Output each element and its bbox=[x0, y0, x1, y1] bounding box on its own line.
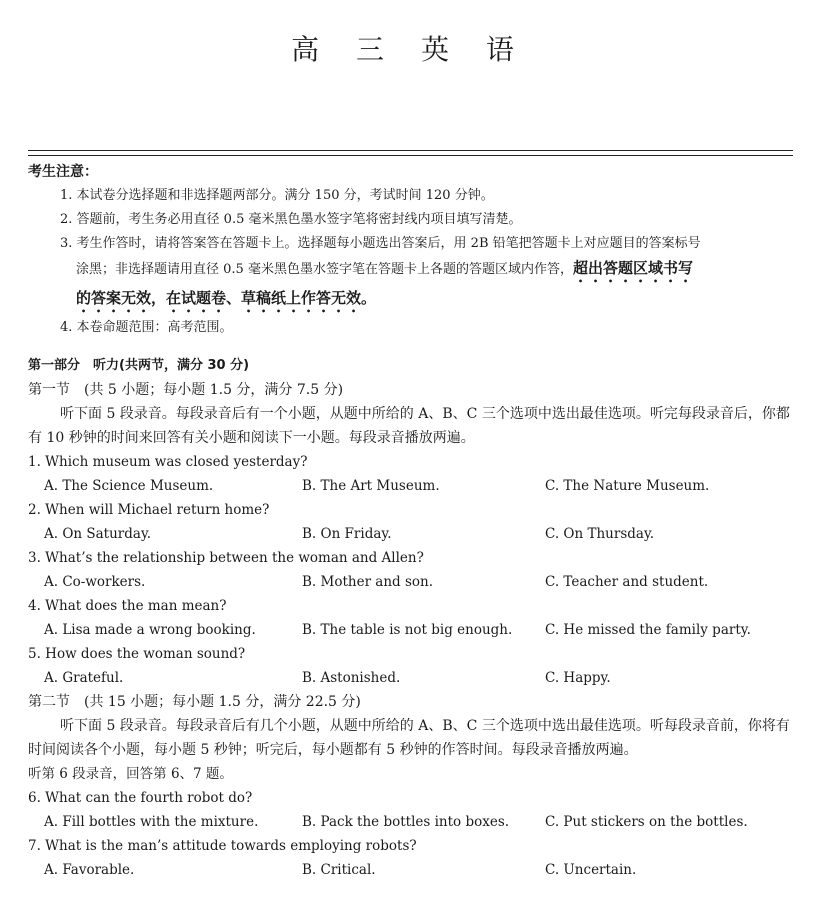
question-text: 1. Which museum was closed yesterday? bbox=[28, 454, 308, 470]
answer-options bbox=[28, 666, 794, 690]
notice-heading: 考生注意： bbox=[28, 164, 98, 180]
section2-instructions: 听下面 5 段录音。每段录音后有几个小题，从题中所给的 A、B、C 三个选项中选出最佳选项。听每段录音前，你将有时间阅读各个小题，每小题 5 秒钟；听完后，每小题都有 5 秒钟的作答时间。每段录音播放两遍。 bbox=[28, 718, 790, 758]
option-a: A. Co-workers. bbox=[44, 574, 146, 590]
option-b: B. Pack the bottles into boxes. bbox=[302, 814, 510, 830]
answer-options bbox=[28, 858, 794, 882]
answer-options bbox=[28, 570, 794, 594]
option-a: A. Lisa made a wrong booking. bbox=[44, 622, 256, 638]
question-text: 4. What does the man mean? bbox=[28, 598, 227, 614]
answer-options bbox=[28, 474, 794, 498]
notice-item-3-cont-text: 涂黑；非选择题请用直径 0.5 毫米黑色墨水签字笔在答题卡上各题的答题区域内作答， bbox=[76, 262, 573, 277]
question-3 bbox=[28, 546, 794, 594]
option-b: B. Mother and son. bbox=[302, 574, 434, 590]
option-c: C. Happy. bbox=[545, 670, 611, 686]
option-a: A. On Saturday. bbox=[44, 526, 152, 542]
notice-item-3-continuation-2 bbox=[76, 286, 794, 316]
notice-item-3 bbox=[60, 232, 794, 316]
option-b: B. The Art Museum. bbox=[302, 478, 440, 494]
section1-heading: 第一节 (共 5 小题；每小题 1.5 分，满分 7.5 分) bbox=[28, 382, 344, 398]
header-rule-thin bbox=[28, 155, 793, 156]
option-c: C. The Nature Museum. bbox=[545, 478, 710, 494]
question-text: 2. When will Michael return home? bbox=[28, 502, 270, 518]
question-1 bbox=[28, 450, 794, 498]
option-b: B. On Friday. bbox=[302, 526, 392, 542]
option-c: C. He missed the family party. bbox=[545, 622, 751, 638]
notice-item-3-continuation bbox=[76, 256, 794, 286]
notice-item-1: 1. 本试卷分选择题和非选择题两部分。满分 150 分，考试时间 120 分钟。 bbox=[60, 188, 494, 203]
question-text: 6. What can the fourth robot do? bbox=[28, 790, 253, 806]
question-text: 3. What’s the relationship between the woman and Allen? bbox=[28, 550, 424, 566]
option-c: C. On Thursday. bbox=[545, 526, 655, 542]
question-6 bbox=[28, 786, 794, 834]
question-4 bbox=[28, 594, 794, 642]
notice-item-2: 2. 答题前，考生务必用直径 0.5 毫米黑色墨水签字笔将密封线内项目填写清楚。 bbox=[60, 212, 522, 227]
option-a: A. Fill bottles with the mixture. bbox=[44, 814, 259, 830]
section1-instructions: 听下面 5 段录音。每段录音后有一个小题，从题中所给的 A、B、C 三个选项中选出最佳选项。听完每段录音后，你都有 10 秒钟的时间来回答有关小题和阅读下一小题。每段录音播放两遍。 bbox=[28, 406, 790, 446]
option-b: B. Astonished. bbox=[302, 670, 401, 686]
option-a: A. Grateful. bbox=[44, 670, 124, 686]
option-a: A. The Science Museum. bbox=[44, 478, 214, 494]
notice-item-3-text: 3. 考生作答时，请将答案答在答题卡上。选择题每小题选出答案后，用 2B 铅笔把答题卡上对应题目的答案标号 bbox=[60, 236, 701, 251]
option-a: A. Favorable. bbox=[44, 862, 135, 878]
option-c: C. Teacher and student. bbox=[545, 574, 709, 590]
question-text: 5. How does the woman sound? bbox=[28, 646, 246, 662]
answer-options bbox=[28, 810, 794, 834]
listen-note: 听第 6 段录音，回答第 6、7 题。 bbox=[28, 766, 233, 782]
section2-heading: 第二节 (共 15 小题；每小题 1.5 分，满分 22.5 分) bbox=[28, 694, 361, 710]
part1-heading: 第一部分 听力(共两节，满分 30 分) bbox=[28, 358, 250, 373]
option-b: B. Critical. bbox=[302, 862, 376, 878]
question-2 bbox=[28, 498, 794, 546]
answer-options bbox=[28, 618, 794, 642]
exam-title: 高 三 英 语 bbox=[291, 33, 528, 66]
notice-emphasis-1: 超出答题区域书写 bbox=[572, 259, 693, 277]
notice-emphasis-2: 的答案无效，在试题卷、草稿纸上作答无效。 bbox=[76, 289, 377, 307]
question-5 bbox=[28, 642, 794, 690]
question-text: 7. What is the man’s attitude towards employing robots? bbox=[28, 838, 417, 854]
option-c: C. Uncertain. bbox=[545, 862, 637, 878]
header-rule bbox=[28, 150, 793, 151]
notice-item-4: 4. 本卷命题范围：高考范围。 bbox=[60, 320, 233, 335]
option-b: B. The table is not big enough. bbox=[302, 622, 513, 638]
answer-options bbox=[28, 522, 794, 546]
option-c: C. Put stickers on the bottles. bbox=[545, 814, 748, 830]
exam-body bbox=[28, 160, 794, 882]
question-7 bbox=[28, 834, 794, 882]
